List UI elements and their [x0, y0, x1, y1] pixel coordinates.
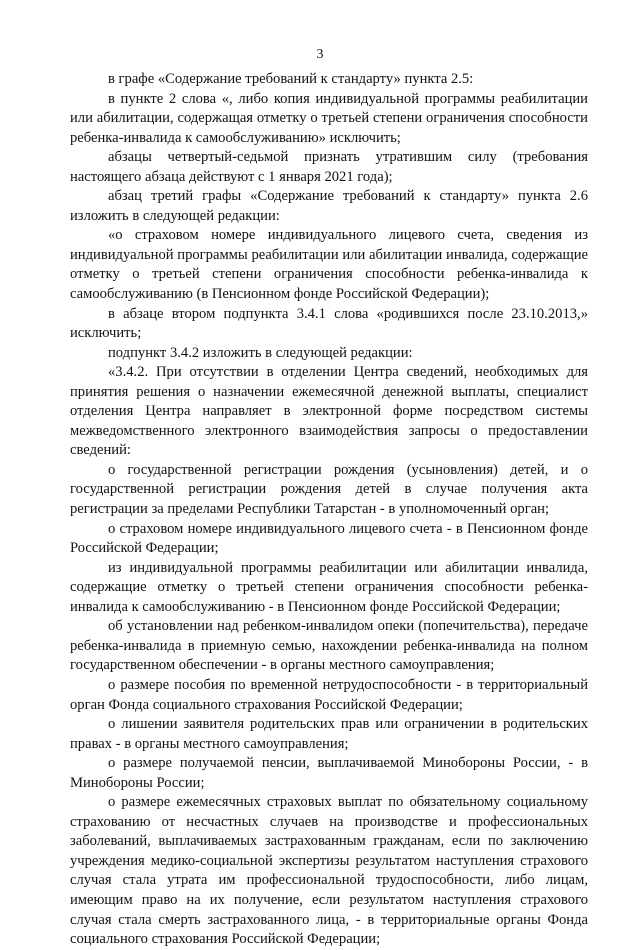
paragraph: о лишении заявителя родительских прав или ограничении в родительских правах - в органы местного самоуправления; [70, 716, 588, 752]
paragraph: о страховом номере индивидуального лицевого счета - в Пенсионном фонде Российской Федерации; [70, 520, 588, 557]
paragraph: о размере получаемой пенсии, выплачиваемой Минобороны России, - в Минобороны России; [70, 755, 588, 791]
page-number: 3 [316, 47, 324, 62]
paragraph: абзацы четвертый-седьмой признать утратившим силу (требования настоящего абзаца действуют с 1 января 2021 года); [70, 149, 588, 185]
paragraph: из индивидуальной программы реабилитации или абилитации инвалида, содержащие отметку о третьей степени ограничения способности ребенка-инвалида к самообслуживанию - в Пенсионном фонде Российской Федерации; [70, 559, 588, 615]
paragraph: подпункт 3.4.2 изложить в следующей редакции: [108, 344, 413, 361]
paragraph: «о страховом номере индивидуального лицевого счета, сведения из индивидуальной программы реабилитации или абилитации инвалида, содержащие отметку о третьей степени ограничения способности ребенка-инвалида к самообслуживанию (в Пенсионном фонде Российской Федерации); [70, 227, 588, 303]
document-body [70, 70, 588, 950]
paragraph: о государственной регистрации рождения (усыновления) детей, и о государственной регистрации рождения детей в случае получения акта регистрации за пределами Республики Татарстан - в уполномоченный орган; [70, 461, 588, 518]
paragraph: в пункте 2 слова «, либо копия индивидуальной программы реабилитации или абилитации, содержащая отметку о третьей степени ограничения способности ребенка-инвалида к самообслуживанию» исключить; [70, 90, 588, 146]
paragraph: об установлении над ребенком-инвалидом опеки (попечительства), передаче ребенка-инвалида в приемную семью, нахождении ребенка-инвалида на полном государственном обеспечении - в органы местного самоуправления; [70, 618, 588, 674]
paragraph: о размере пособия по временной нетрудоспособности - в территориальный орган Фонда социального страхования Российской Федерации; [70, 676, 588, 713]
paragraph: в абзаце втором подпункта 3.4.1 слова «родившихся после 23.10.2013,» исключить; [70, 305, 588, 342]
paragraph: абзац третий графы «Содержание требований к стандарту» пункта 2.6 изложить в следующей редакции: [70, 188, 588, 224]
paragraph: «3.4.2. При отсутствии в отделении Центра сведений, необходимых для принятия решения о назначении ежемесячной денежной выплаты, специалист отделения Центра направляет в электронной форме посредством системы межведомственного электронного взаимодействия запросы о предоставлении сведений: [70, 364, 588, 459]
paragraph: о размере ежемесячных страховых выплат по обязательному социальному страхованию от несчастных случаев на производстве и профессиональных заболеваний, выплачиваемых застрахованным гражданам, если по заключению учреждения медико-социальной экспертизы результатом наступления страхового случая стала утрата им профессиональной трудоспособности, либо лицам, имеющим право на их получение, если результатом наступления страхового случая стала смерть застрахованного лица, - в территориальные органы Фонда социального страхования Российской Федерации; [70, 794, 588, 948]
paragraph: в графе «Содержание требований к стандарту» пункта 2.5: [108, 71, 474, 87]
